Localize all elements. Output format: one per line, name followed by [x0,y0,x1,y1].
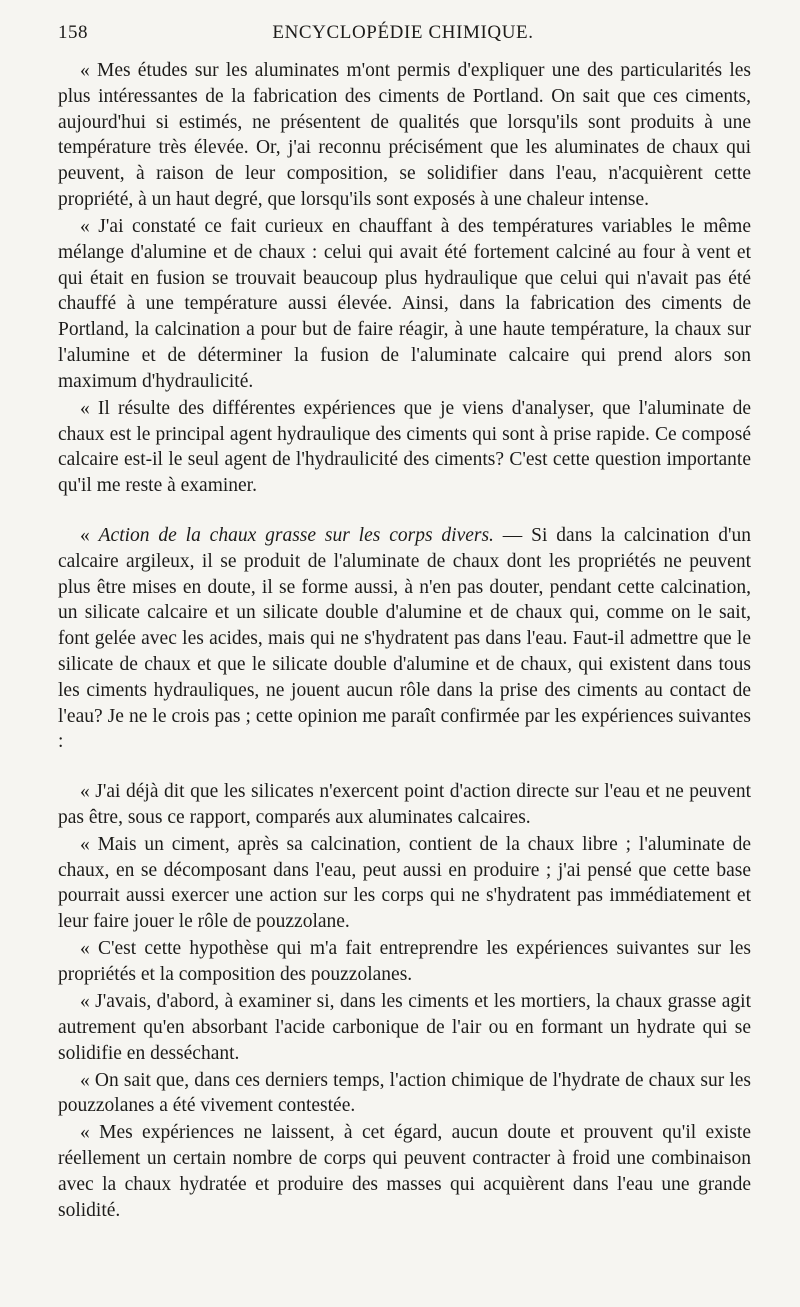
paragraph-action-chaux-grasse [58,523,751,755]
running-title: ENCYCLOPÉDIE CHIMIQUE. [272,22,534,43]
paragraph-aluminates-portland: « Mes études sur les aluminates m'ont permis d'expliquer une des particularités les plus intéressantes de la fabrication des ciments de Portland. On sait que ces ciments, aujourd'hui si estimés, ne présentent de qualités que lorsqu'ils sont produits à une température très élevée. Or, j'ai reconnu précisément que les aluminates de chaux qui peuvent, à raison de leur composition, se solidifier dans l'eau, n'acquièrent cette propriété, à un haut degré, que lorsqu'ils sont exposés à une chaleur intense. [58,60,751,210]
paragraph-contestee: « On sait que, dans ces derniers temps, l'action chimique de l'hydrate de chaux sur les pouzzolanes a été vivement contestée. [58,1069,751,1117]
page-number: 158 [58,22,88,43]
paragraph-prefix: « [80,524,99,546]
page-header [58,20,748,48]
paragraph-silicates: « J'ai déjà dit que les silicates n'exercent point d'action directe sur l'eau et ne peuvent pas être, sous ce rapport, comparés aux aluminates calcaires. [58,781,751,828]
body-text [58,58,751,1225]
paragraph-experiences: « Mes expériences ne laissent, à cet égard, aucun doute et prouvent qu'il existe réellement un certain nombre de corps qui peuvent contracter à froid une combinaison avec la chaux hydratée et produire des masses qui acquièrent dans l'eau une grande solidité. [58,1122,751,1221]
paragraph-body: — Si dans la calcination d'un calcaire argileux, il se produit de l'aluminate de chaux dont les propriétés ne peuvent plus être mises en doute, il se forme aussi, à n'en pas douter, pendant cette calcination, un silicate calcaire et un silicate double d'alumine et de chaux qui, comme on le sait, font gelée avec les acides, mais qui ne s'hydratent pas dans l'eau. Faut-il admettre que le silicate de chaux et que le silicate double d'alumine et de chaux, qui existent dans tous les ciments hydrauliques, ne jouent aucun rôle dans la prise des ciments au contact de l'eau? Je ne le crois pas ; cette opinion me paraît confirmée par les expériences suivantes : [58,524,751,753]
paragraph-hypothese: « C'est cette hypothèse qui m'a fait entreprendre les expériences suivantes sur les propriétés et la composition des pouzzolanes. [58,938,751,986]
paragraph-heating-experiment: « J'ai constaté ce fait curieux en chauffant à des températures variables le même mélange d'alumine et de chaux : celui qui avait été fortement calciné au four à vent et qui était en fusion se trouvait beaucoup plus hydraulique que celui qui n'avait pas été chauffé à une température aussi élevée. Ainsi, dans la fabrication des ciments de Portland, la calcination a pour but de faire réagir, à une haute température, la chaux sur l'alumine et de déterminer la fusion de l'aluminate calcaire qui prend alors son maximum d'hydraulicité. [58,215,751,392]
paragraph-examiner: « J'avais, d'abord, à examiner si, dans les ciments et les mortiers, la chaux grasse agit autrement qu'en absorbant l'acide carbonique de l'air ou en formant un hydrate qui se solidifie en desséchant. [58,991,751,1064]
paragraph-chaux-libre: « Mais un ciment, après sa calcination, contient de la chaux libre ; l'aluminate de chaux, en se décomposant dans l'eau, peut aussi en produire ; j'ai pensé que cette base pourrait aussi exercer une action sur les corps qui ne s'hydratent pas immédiatement et leur faire jouer le rôle de pouzzolane. [58,833,751,933]
paragraph-question-hydraulicity: « Il résulte des différentes expériences que je viens d'analyser, que l'aluminate de chaux est le principal agent hydraulique des ciments qui sont à prise rapide. Ce composé calcaire est-il le seul agent de l'hydraulicité des ciments? C'est cette question importante qu'il me reste à examiner. [58,397,751,497]
section-heading-italic: Action de la chaux grasse sur les corps divers. [98,524,494,546]
